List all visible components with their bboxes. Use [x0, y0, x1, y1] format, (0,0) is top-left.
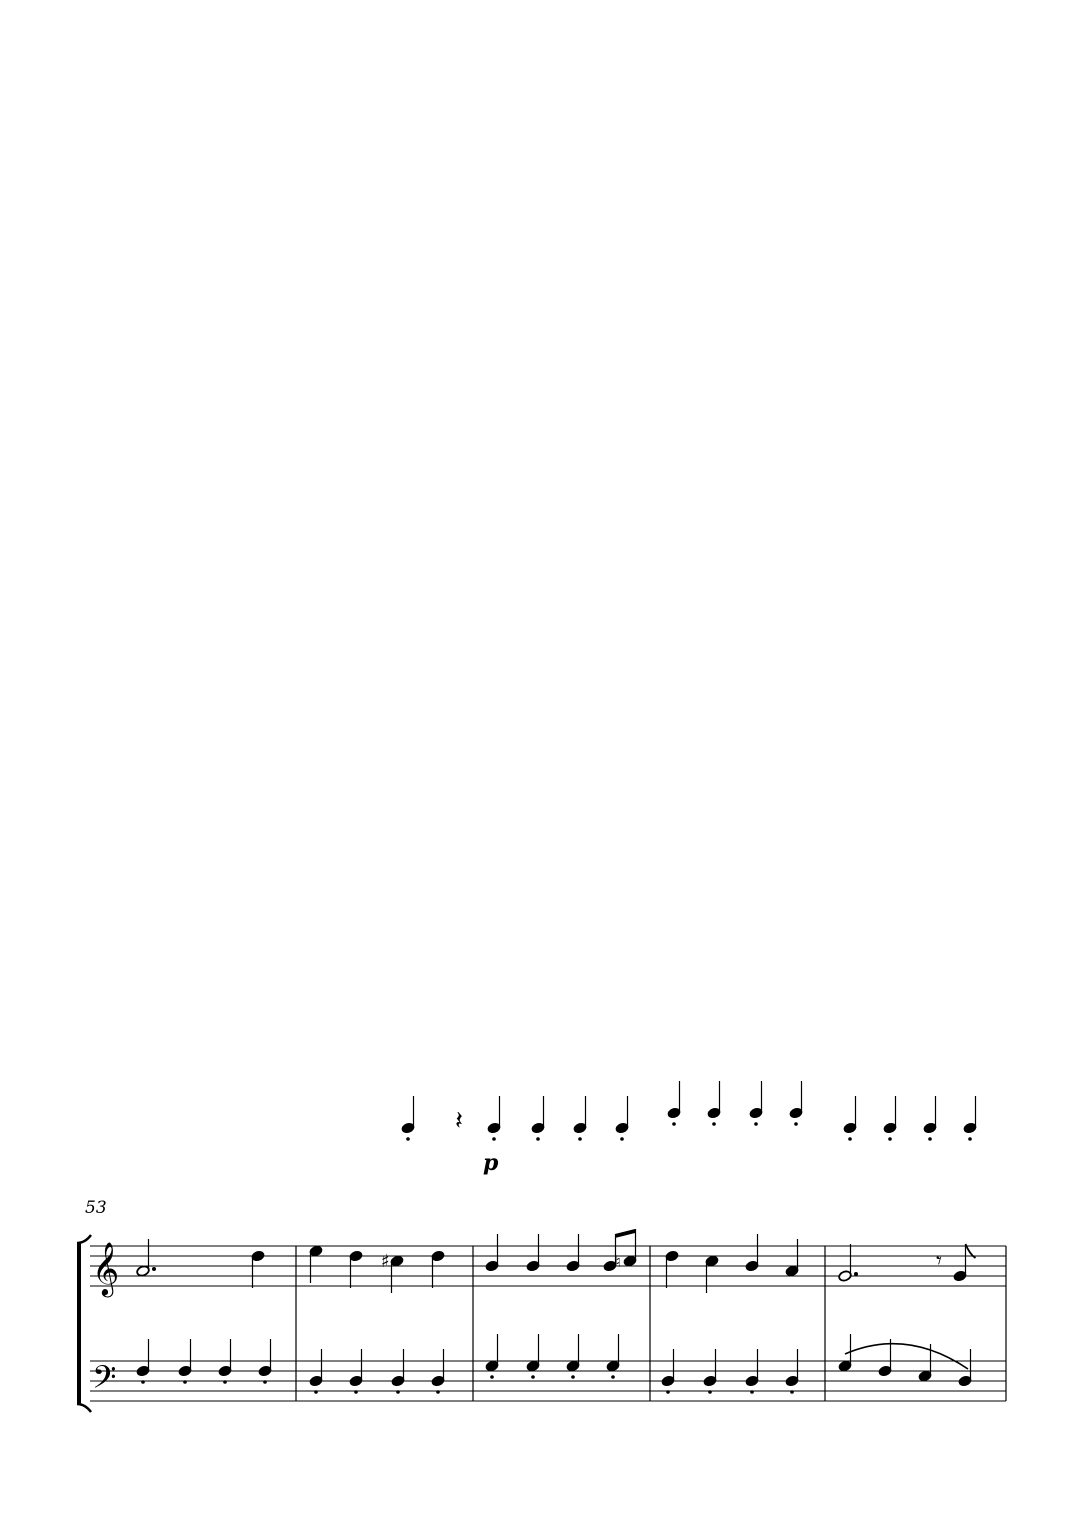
dynamic-bassoon-p: p	[483, 1150, 499, 1176]
measure-number: 53	[85, 1198, 107, 1218]
staccato-dot	[354, 1390, 358, 1394]
staccato-dot	[396, 1390, 400, 1394]
staccato-dot	[708, 1390, 712, 1394]
natural-icon: ♮	[615, 1252, 621, 1271]
staccato-dot	[492, 1137, 496, 1141]
sharp-icon: ♯	[381, 1251, 390, 1272]
staccato-dot	[223, 1380, 227, 1384]
staccato-dot	[578, 1137, 582, 1141]
staccato-dot	[888, 1137, 892, 1141]
bracket-hook	[77, 1404, 91, 1412]
staccato-dot	[750, 1390, 754, 1394]
staccato-dot	[531, 1375, 535, 1379]
beam	[615, 1229, 635, 1238]
staccato-dot	[794, 1122, 798, 1126]
slur	[845, 1344, 968, 1369]
staccato-dot	[848, 1137, 852, 1141]
augmentation-dot	[854, 1272, 858, 1276]
treble-clef-icon: 𝄞	[92, 1241, 120, 1295]
staccato-dot	[712, 1122, 716, 1126]
staccato-dot	[620, 1137, 624, 1141]
staccato-dot	[314, 1390, 318, 1394]
staccato-dot	[790, 1390, 794, 1394]
staccato-dot	[536, 1137, 540, 1141]
eighth-rest-icon: 𝄾	[936, 1249, 942, 1274]
staccato-dot	[183, 1380, 187, 1384]
bass-clef-icon: 𝄢	[92, 1359, 117, 1403]
staccato-dot	[263, 1380, 267, 1384]
staccato-dot	[141, 1380, 145, 1384]
staccato-dot	[754, 1122, 758, 1126]
score-texts	[85, 1106, 942, 1403]
score-marks	[77, 1235, 968, 1412]
augmentation-dot	[152, 1267, 156, 1271]
system-bracket	[77, 1243, 81, 1404]
staccato-dot	[406, 1137, 410, 1141]
staccato-dot	[611, 1375, 615, 1379]
staccato-dot	[666, 1390, 670, 1394]
staccato-dot	[672, 1122, 676, 1126]
staff-lines	[90, 1246, 1006, 1401]
staccato-dot	[436, 1390, 440, 1394]
bracket-hook	[77, 1235, 91, 1243]
staccato-dot	[928, 1137, 932, 1141]
staccato-dot	[490, 1375, 494, 1379]
staccato-dot	[968, 1137, 972, 1141]
notes	[136, 1081, 977, 1394]
quarter-rest-icon: 𝄽	[455, 1106, 463, 1136]
staccato-dot	[571, 1375, 575, 1379]
